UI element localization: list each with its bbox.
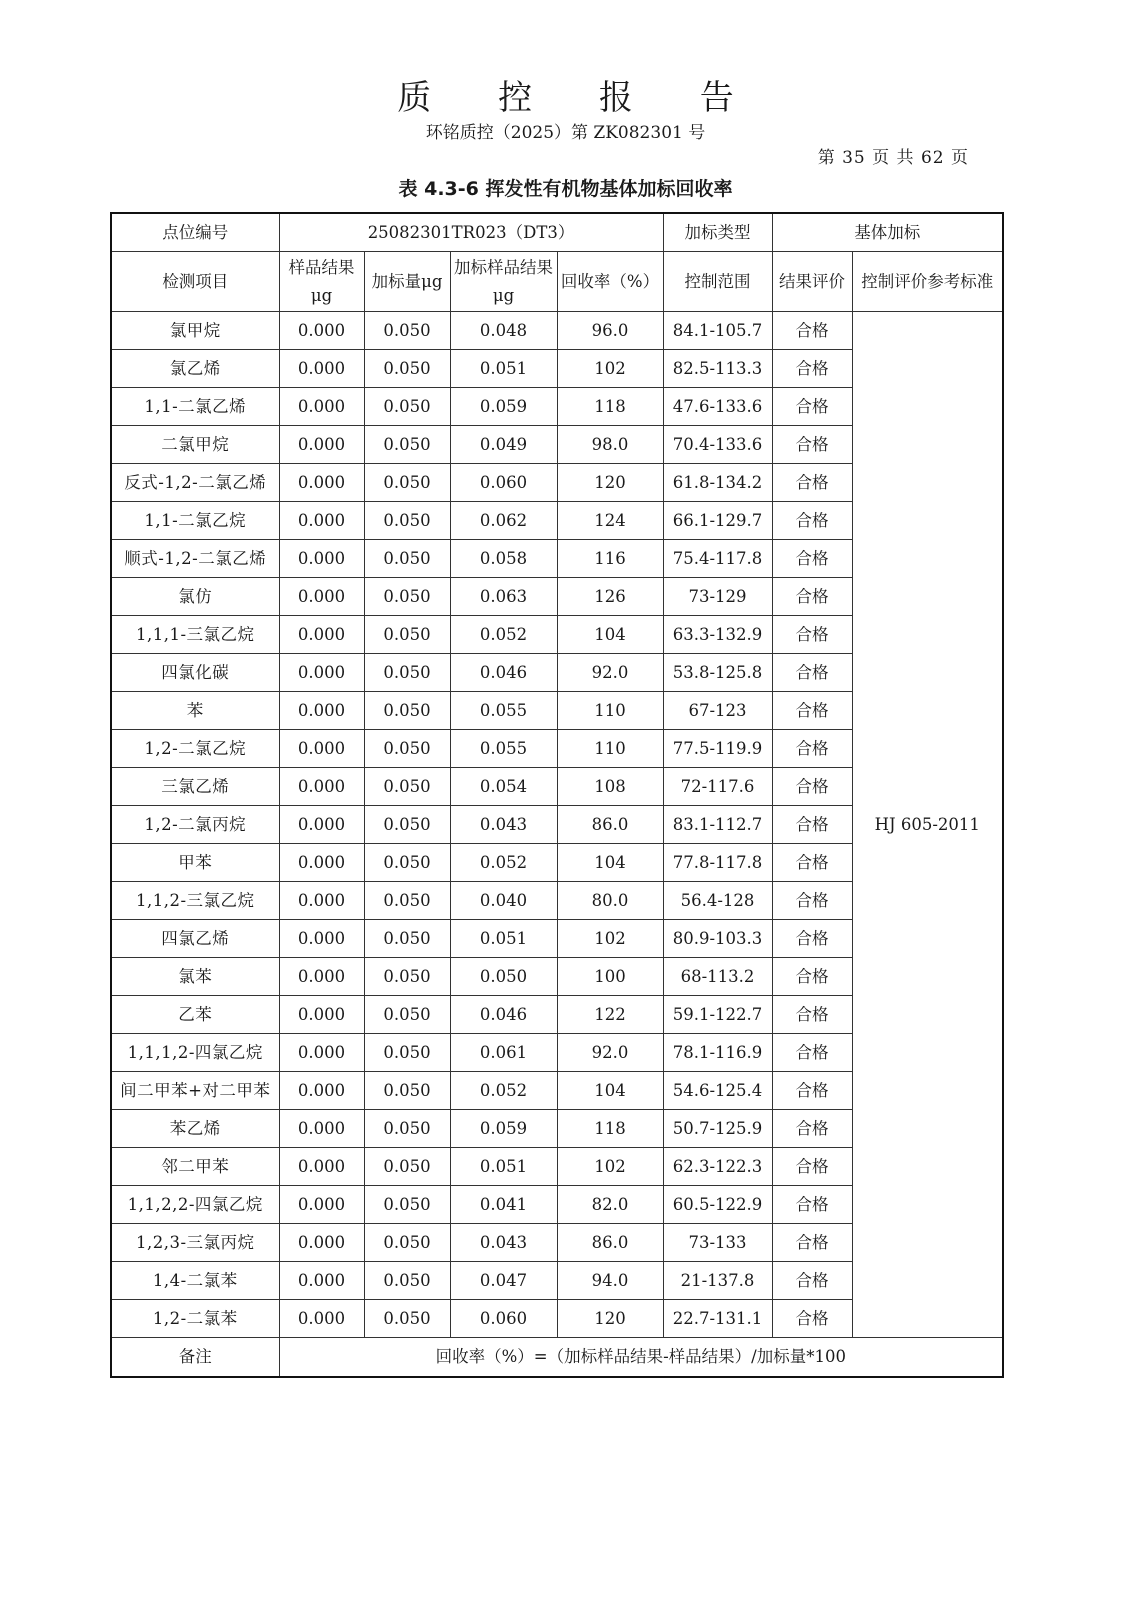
control-range-cell: 84.1-105.7: [663, 312, 772, 350]
spike-amount-cell: 0.050: [364, 540, 450, 578]
spike-amount-cell: 0.050: [364, 768, 450, 806]
item-cell: 1,4-二氯苯: [111, 1262, 279, 1300]
spike-amount-cell: 0.050: [364, 1034, 450, 1072]
item-cell: 1,1,2,2-四氯乙烷: [111, 1186, 279, 1224]
evaluation-cell: 合格: [772, 1224, 852, 1262]
spike-amount-cell: 0.050: [364, 730, 450, 768]
recovery-cell: 86.0: [557, 806, 663, 844]
recovery-cell: 82.0: [557, 1186, 663, 1224]
evaluation-cell: 合格: [772, 578, 852, 616]
note-row: [111, 1338, 1003, 1378]
sample-result-cell: 0.000: [279, 996, 364, 1034]
spike-amount-cell: 0.050: [364, 1300, 450, 1338]
item-cell: 1,2-二氯丙烷: [111, 806, 279, 844]
spiked-result-cell: 0.058: [450, 540, 557, 578]
evaluation-cell: 合格: [772, 730, 852, 768]
spike-amount-cell: 0.050: [364, 578, 450, 616]
recovery-cell: 108: [557, 768, 663, 806]
item-cell: 邻二甲苯: [111, 1148, 279, 1186]
reference-standard-cell: HJ 605-2011: [852, 312, 1003, 1338]
spiked-result-cell: 0.051: [450, 350, 557, 388]
spike-amount-cell: 0.050: [364, 958, 450, 996]
header-spike-amount: 加标量μg: [364, 252, 450, 312]
item-cell: 苯: [111, 692, 279, 730]
spiked-result-cell: 0.041: [450, 1186, 557, 1224]
spike-amount-cell: 0.050: [364, 996, 450, 1034]
evaluation-cell: 合格: [772, 1034, 852, 1072]
evaluation-cell: 合格: [772, 768, 852, 806]
recovery-cell: 124: [557, 502, 663, 540]
evaluation-cell: 合格: [772, 312, 852, 350]
evaluation-cell: 合格: [772, 882, 852, 920]
sample-result-cell: 0.000: [279, 1034, 364, 1072]
evaluation-cell: 合格: [772, 388, 852, 426]
item-cell: 乙苯: [111, 996, 279, 1034]
sample-result-cell: 0.000: [279, 1186, 364, 1224]
header-sample-result: 样品结果μg: [279, 252, 364, 312]
spiked-result-cell: 0.059: [450, 1110, 557, 1148]
spike-amount-cell: 0.050: [364, 312, 450, 350]
table-row: [111, 312, 1003, 350]
spike-amount-cell: 0.050: [364, 350, 450, 388]
sample-result-cell: 0.000: [279, 844, 364, 882]
recovery-cell: 104: [557, 844, 663, 882]
control-range-cell: 59.1-122.7: [663, 996, 772, 1034]
control-range-cell: 77.5-119.9: [663, 730, 772, 768]
recovery-cell: 118: [557, 388, 663, 426]
control-range-cell: 73-133: [663, 1224, 772, 1262]
control-range-cell: 53.8-125.8: [663, 654, 772, 692]
control-range-cell: 80.9-103.3: [663, 920, 772, 958]
item-cell: 1,2,3-三氯丙烷: [111, 1224, 279, 1262]
recovery-cell: 98.0: [557, 426, 663, 464]
header-item: 检测项目: [111, 252, 279, 312]
sample-result-cell: 0.000: [279, 540, 364, 578]
recovery-cell: 120: [557, 1300, 663, 1338]
spike-amount-cell: 0.050: [364, 388, 450, 426]
evaluation-cell: 合格: [772, 464, 852, 502]
evaluation-cell: 合格: [772, 958, 852, 996]
control-range-cell: 68-113.2: [663, 958, 772, 996]
spiked-result-cell: 0.055: [450, 730, 557, 768]
recovery-cell: 126: [557, 578, 663, 616]
evaluation-cell: 合格: [772, 692, 852, 730]
recovery-cell: 102: [557, 920, 663, 958]
control-range-cell: 67-123: [663, 692, 772, 730]
evaluation-cell: 合格: [772, 654, 852, 692]
sample-result-cell: 0.000: [279, 768, 364, 806]
spike-type-value: 基体加标: [772, 213, 1003, 252]
control-range-cell: 77.8-117.8: [663, 844, 772, 882]
item-cell: 间二甲苯+对二甲苯: [111, 1072, 279, 1110]
point-id-value: 25082301TR023（DT3）: [279, 213, 663, 252]
recovery-table: [110, 212, 1004, 1378]
control-range-cell: 60.5-122.9: [663, 1186, 772, 1224]
evaluation-cell: 合格: [772, 1072, 852, 1110]
evaluation-cell: 合格: [772, 920, 852, 958]
control-range-cell: 83.1-112.7: [663, 806, 772, 844]
recovery-cell: 86.0: [557, 1224, 663, 1262]
item-cell: 1,1-二氯乙烯: [111, 388, 279, 426]
header-recovery: 回收率（%）: [557, 252, 663, 312]
evaluation-cell: 合格: [772, 1300, 852, 1338]
spiked-result-cell: 0.049: [450, 426, 557, 464]
table-title: 表 4.3-6 挥发性有机物基体加标回收率: [398, 178, 733, 200]
sample-result-cell: 0.000: [279, 388, 364, 426]
item-cell: 反式-1,2-二氯乙烯: [111, 464, 279, 502]
table-row-point: [111, 213, 1003, 252]
sample-result-cell: 0.000: [279, 578, 364, 616]
spike-amount-cell: 0.050: [364, 692, 450, 730]
recovery-cell: 92.0: [557, 1034, 663, 1072]
sample-result-cell: 0.000: [279, 920, 364, 958]
recovery-cell: 104: [557, 1072, 663, 1110]
item-cell: 苯乙烯: [111, 1110, 279, 1148]
sample-result-cell: 0.000: [279, 1148, 364, 1186]
item-cell: 1,1-二氯乙烷: [111, 502, 279, 540]
sample-result-cell: 0.000: [279, 312, 364, 350]
spiked-result-cell: 0.061: [450, 1034, 557, 1072]
recovery-cell: 80.0: [557, 882, 663, 920]
evaluation-cell: 合格: [772, 616, 852, 654]
sample-result-cell: 0.000: [279, 350, 364, 388]
recovery-cell: 102: [557, 350, 663, 388]
spiked-result-cell: 0.047: [450, 1262, 557, 1300]
sample-result-cell: 0.000: [279, 654, 364, 692]
evaluation-cell: 合格: [772, 502, 852, 540]
item-cell: 氯苯: [111, 958, 279, 996]
control-range-cell: 50.7-125.9: [663, 1110, 772, 1148]
control-range-cell: 47.6-133.6: [663, 388, 772, 426]
evaluation-cell: 合格: [772, 844, 852, 882]
sample-result-cell: 0.000: [279, 692, 364, 730]
spiked-result-cell: 0.052: [450, 616, 557, 654]
spiked-result-cell: 0.050: [450, 958, 557, 996]
sample-result-cell: 0.000: [279, 464, 364, 502]
recovery-cell: 116: [557, 540, 663, 578]
recovery-cell: 110: [557, 730, 663, 768]
control-range-cell: 63.3-132.9: [663, 616, 772, 654]
point-id-label: 点位编号: [111, 213, 279, 252]
evaluation-cell: 合格: [772, 806, 852, 844]
item-cell: 顺式-1,2-二氯乙烯: [111, 540, 279, 578]
spiked-result-cell: 0.048: [450, 312, 557, 350]
spiked-result-cell: 0.063: [450, 578, 557, 616]
note-text: 回收率（%）=（加标样品结果-样品结果）/加标量*100: [279, 1338, 1003, 1378]
header-spiked-result: 加标样品结果μg: [450, 252, 557, 312]
control-range-cell: 54.6-125.4: [663, 1072, 772, 1110]
page-number: 第 35 页 共 62 页: [817, 148, 969, 168]
spike-amount-cell: 0.050: [364, 920, 450, 958]
spike-amount-cell: 0.050: [364, 616, 450, 654]
recovery-cell: 118: [557, 1110, 663, 1148]
evaluation-cell: 合格: [772, 1262, 852, 1300]
control-range-cell: 66.1-129.7: [663, 502, 772, 540]
control-range-cell: 56.4-128: [663, 882, 772, 920]
spike-amount-cell: 0.050: [364, 1186, 450, 1224]
header-evaluation: 结果评价: [772, 252, 852, 312]
spiked-result-cell: 0.060: [450, 464, 557, 502]
evaluation-cell: 合格: [772, 1186, 852, 1224]
spike-amount-cell: 0.050: [364, 882, 450, 920]
spike-amount-cell: 0.050: [364, 1072, 450, 1110]
spike-amount-cell: 0.050: [364, 654, 450, 692]
item-cell: 二氯甲烷: [111, 426, 279, 464]
item-cell: 1,2-二氯乙烷: [111, 730, 279, 768]
control-range-cell: 72-117.6: [663, 768, 772, 806]
spike-amount-cell: 0.050: [364, 1110, 450, 1148]
item-cell: 氯甲烷: [111, 312, 279, 350]
evaluation-cell: 合格: [772, 426, 852, 464]
recovery-cell: 102: [557, 1148, 663, 1186]
sample-result-cell: 0.000: [279, 502, 364, 540]
item-cell: 氯仿: [111, 578, 279, 616]
control-range-cell: 21-137.8: [663, 1262, 772, 1300]
spike-amount-cell: 0.050: [364, 1148, 450, 1186]
header-control-range: 控制范围: [663, 252, 772, 312]
spike-amount-cell: 0.050: [364, 1224, 450, 1262]
spiked-result-cell: 0.046: [450, 654, 557, 692]
recovery-cell: 110: [557, 692, 663, 730]
spiked-result-cell: 0.062: [450, 502, 557, 540]
evaluation-cell: 合格: [772, 1148, 852, 1186]
spiked-result-cell: 0.040: [450, 882, 557, 920]
sample-result-cell: 0.000: [279, 958, 364, 996]
spiked-result-cell: 0.043: [450, 1224, 557, 1262]
item-cell: 1,1,1,2-四氯乙烷: [111, 1034, 279, 1072]
sample-result-cell: 0.000: [279, 1072, 364, 1110]
spike-amount-cell: 0.050: [364, 502, 450, 540]
item-cell: 甲苯: [111, 844, 279, 882]
sample-result-cell: 0.000: [279, 616, 364, 654]
control-range-cell: 61.8-134.2: [663, 464, 772, 502]
spiked-result-cell: 0.060: [450, 1300, 557, 1338]
spike-amount-cell: 0.050: [364, 806, 450, 844]
item-cell: 三氯乙烯: [111, 768, 279, 806]
recovery-cell: 100: [557, 958, 663, 996]
report-title: 质 控 报 告: [397, 78, 762, 118]
sample-result-cell: 0.000: [279, 1110, 364, 1148]
spiked-result-cell: 0.046: [450, 996, 557, 1034]
evaluation-cell: 合格: [772, 540, 852, 578]
control-range-cell: 82.5-113.3: [663, 350, 772, 388]
item-cell: 四氯乙烯: [111, 920, 279, 958]
item-cell: 四氯化碳: [111, 654, 279, 692]
spike-amount-cell: 0.050: [364, 426, 450, 464]
sample-result-cell: 0.000: [279, 1300, 364, 1338]
spiked-result-cell: 0.051: [450, 920, 557, 958]
item-cell: 氯乙烯: [111, 350, 279, 388]
control-range-cell: 75.4-117.8: [663, 540, 772, 578]
sample-result-cell: 0.000: [279, 1224, 364, 1262]
spiked-result-cell: 0.043: [450, 806, 557, 844]
item-cell: 1,1,1-三氯乙烷: [111, 616, 279, 654]
sample-result-cell: 0.000: [279, 426, 364, 464]
evaluation-cell: 合格: [772, 996, 852, 1034]
control-range-cell: 70.4-133.6: [663, 426, 772, 464]
spiked-result-cell: 0.052: [450, 844, 557, 882]
evaluation-cell: 合格: [772, 350, 852, 388]
header-reference-standard: 控制评价参考标准: [852, 252, 1003, 312]
item-cell: 1,2-二氯苯: [111, 1300, 279, 1338]
evaluation-cell: 合格: [772, 1110, 852, 1148]
recovery-cell: 94.0: [557, 1262, 663, 1300]
control-range-cell: 73-129: [663, 578, 772, 616]
recovery-cell: 92.0: [557, 654, 663, 692]
note-label: 备注: [111, 1338, 279, 1378]
spiked-result-cell: 0.055: [450, 692, 557, 730]
spike-amount-cell: 0.050: [364, 1262, 450, 1300]
recovery-cell: 120: [557, 464, 663, 502]
spike-amount-cell: 0.050: [364, 464, 450, 502]
spiked-result-cell: 0.052: [450, 1072, 557, 1110]
recovery-cell: 122: [557, 996, 663, 1034]
sample-result-cell: 0.000: [279, 730, 364, 768]
spiked-result-cell: 0.054: [450, 768, 557, 806]
sample-result-cell: 0.000: [279, 806, 364, 844]
item-cell: 1,1,2-三氯乙烷: [111, 882, 279, 920]
spiked-result-cell: 0.059: [450, 388, 557, 426]
control-range-cell: 78.1-116.9: [663, 1034, 772, 1072]
recovery-cell: 104: [557, 616, 663, 654]
report-number: 环铭质控（2025）第 ZK082301 号: [425, 123, 706, 143]
spike-type-label: 加标类型: [663, 213, 772, 252]
spiked-result-cell: 0.051: [450, 1148, 557, 1186]
sample-result-cell: 0.000: [279, 882, 364, 920]
recovery-cell: 96.0: [557, 312, 663, 350]
sample-result-cell: 0.000: [279, 1262, 364, 1300]
table-header-row: [111, 252, 1003, 312]
spike-amount-cell: 0.050: [364, 844, 450, 882]
control-range-cell: 22.7-131.1: [663, 1300, 772, 1338]
control-range-cell: 62.3-122.3: [663, 1148, 772, 1186]
